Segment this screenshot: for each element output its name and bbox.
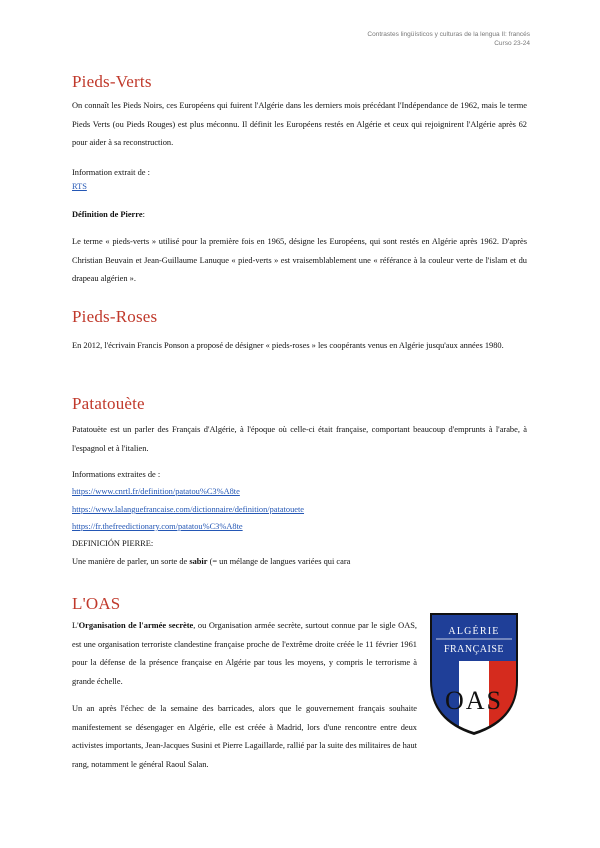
logo-text-francaise: FRANÇAISE [443,644,505,655]
pieds-verts-definition: Le terme « pieds-verts » utilisé pour la première fois en 1965, désigne les Européens, qui sont restés en Algérie après 1962. D'après Christian Beuvain et Jean-Guillaume Lanuque « pied-verts » est vraisemblablement une « référance à la couleur verte de l'islam et du drapeau algérien ». [72,237,527,283]
lalanguefrancaise-link[interactable]: https://www.lalanguefrancaise.com/dictionnaire/definition/patatouete [72,505,305,514]
section-title-oas: L'OAS [72,594,121,613]
info-label: Informations extraites de : [72,470,161,479]
definition-colon: : [142,210,145,219]
oas-paragraph-2: Un an après l'échec de la semaine des barricades, alors que le gouvernement français souhaite manifestement se désengager en Algérie, elle est créée à Madrid, lors d'une rencontre entre deux activistes importants, Jean-Jacques Susini et Pierre Lagaillarde, rallié par la suite des militaires de haut rang, notamment le général Raoul Salan. [72,704,417,769]
definition-label: Définition de Pierre [72,210,143,219]
section-title-pieds-verts: Pieds-Verts [72,72,152,91]
patatouete-definition: Une manière de parler, un sorte de sabir (= un mélange de langues variées qui cara [72,557,351,566]
info-label: Information extrait de : [72,168,150,177]
patatouete-paragraph: Patatouète est un parler des Français d'Algérie, à l'époque où celle-ci était française, comportant beaucoup d'emprunts à l'arabe, à l'espagnol et à l'italien. [72,425,527,453]
cnrtl-link[interactable]: https://www.cnrtl.fr/definition/patatou%C3%A8te [72,487,240,496]
pieds-roses-paragraph: En 2012, l'écrivain Francis Ponson a proposé de désigner « pieds-roses » les coopérants venus en Algérie jusqu'aux années 1980. [72,341,504,350]
rts-link[interactable]: RTS [72,182,87,191]
thefreedictionary-link[interactable]: https://fr.thefreedictionary.com/patatou%C3%A8te [72,522,243,531]
definicion-pierre-label: DEFINICIÓN PIERRE: [72,539,154,548]
pieds-verts-paragraph: On connaît les Pieds Noirs, ces Européens qui fuirent l'Algérie dans les derniers mois précédant l'Indépendance de 1962, mais le terme Pieds Verts (ou Pieds Rouges) est plus méconnu. Il définit les Européens restés en Algérie et ceux qui rejoignirent l'Algérie après 62 pour aider à sa reconstruction. [72,101,527,147]
course-title: Contrastes lingüísticos y culturas de la lengua II: francés [367,31,530,38]
logo-letters-oas: OAS [444,686,504,715]
logo-text-algerie: ALGÉRIE [448,626,500,637]
oas-paragraph-1: L'Organisation de l'armée secrète, ou Organisation armée secrète, surtout connue par le sigle OAS, est une organisation terroriste clandestine française proche de l'extrême droite créée le 11 février 1961 pour la défense de la présence française en Algérie par tous les moyens, y compris le terrorisme à grande échelle. [72,621,417,686]
section-title-patatouete: Patatouète [72,394,145,413]
course-year: Curso 23-24 [494,40,530,47]
document-header [367,30,530,48]
section-title-pieds-roses: Pieds-Roses [72,307,158,326]
algerie-francaise-oas-logo [428,611,520,736]
